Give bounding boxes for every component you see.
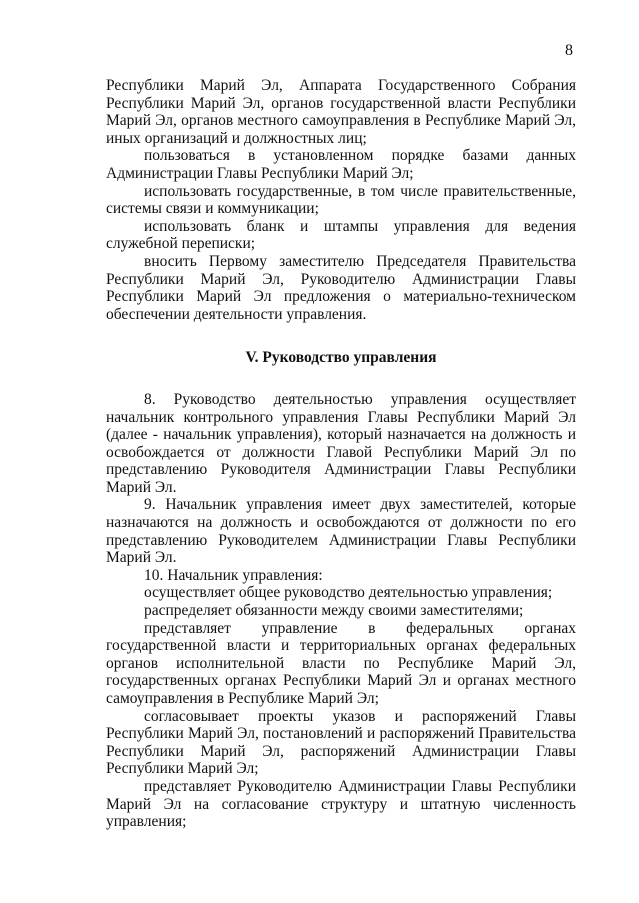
- paragraph-continuation: Республики Марий Эл, Аппарата Государственного Собрания Республики Марий Эл, органов государственной власти Республики Марий Эл, органов местного самоуправления в Республике Марий Эл, иных организаций и должностных лиц;: [106, 77, 576, 147]
- paragraph-item-8: 8. Руководство деятельностью управления осуществляет начальник контрольного управления Главы Республики Марий Эл (далее - начальник управления), который назначается на должность и освобождается от должности Главой Республики Марий Эл по представлению Руководителя Администрации Главы Республики Марий Эл.: [106, 390, 576, 496]
- paragraph-general-management: осуществляет общее руководство деятельностью управления;: [144, 584, 553, 602]
- paragraph-item-9: 9. Начальник управления имеет двух заместителей, которые назначаются на должность и освобождаются от должности по его представлению Руководителем Администрации Главы Республики Марий Эл.: [106, 496, 576, 567]
- paragraph-structure-staff: представляет Руководителю Администрации Главы Республики Марий Эл на согласование структуру и штатную численность управления;: [106, 777, 576, 831]
- paragraph-represents: представляет управление в федеральных органах государственной власти и территориальных органах федеральных органов исполнительной власти по Республике Марий Эл, государственных органах Республики Марий Эл и органах местного самоуправления в Республике Марий Эл;: [106, 619, 576, 707]
- page-number: 8: [565, 42, 573, 59]
- paragraph-databases: пользоваться в установленном порядке базами данных Администрации Главы Республики Марий Эл;: [106, 147, 576, 182]
- paragraph-communications: использовать государственные, в том числе правительственные, системы связи и коммуникации;: [106, 182, 576, 218]
- paragraph-proposals: вносить Первому заместителю Председателя Правительства Республики Марий Эл, Руководителю Администрации Главы Республики Марий Эл предложения о материально-техническом обеспечении деятельности управления.: [106, 252, 576, 323]
- document-body: [106, 77, 576, 831]
- paragraph-approves-drafts: согласовывает проекты указов и распоряжений Главы Республики Марий Эл, постановлений и распоряжений Правительства Республики Марий Эл, распоряжений Администрации Главы Республики Марий Эл;: [106, 707, 576, 778]
- paragraph-distribute-duties: распределяет обязанности между своими заместителями;: [144, 602, 524, 620]
- section-heading: V. Руководство управления: [245, 349, 437, 367]
- paragraph-letterhead: использовать бланк и штампы управления для ведения служебной переписки;: [106, 217, 576, 253]
- paragraph-item-10: 10. Начальник управления:: [144, 566, 323, 584]
